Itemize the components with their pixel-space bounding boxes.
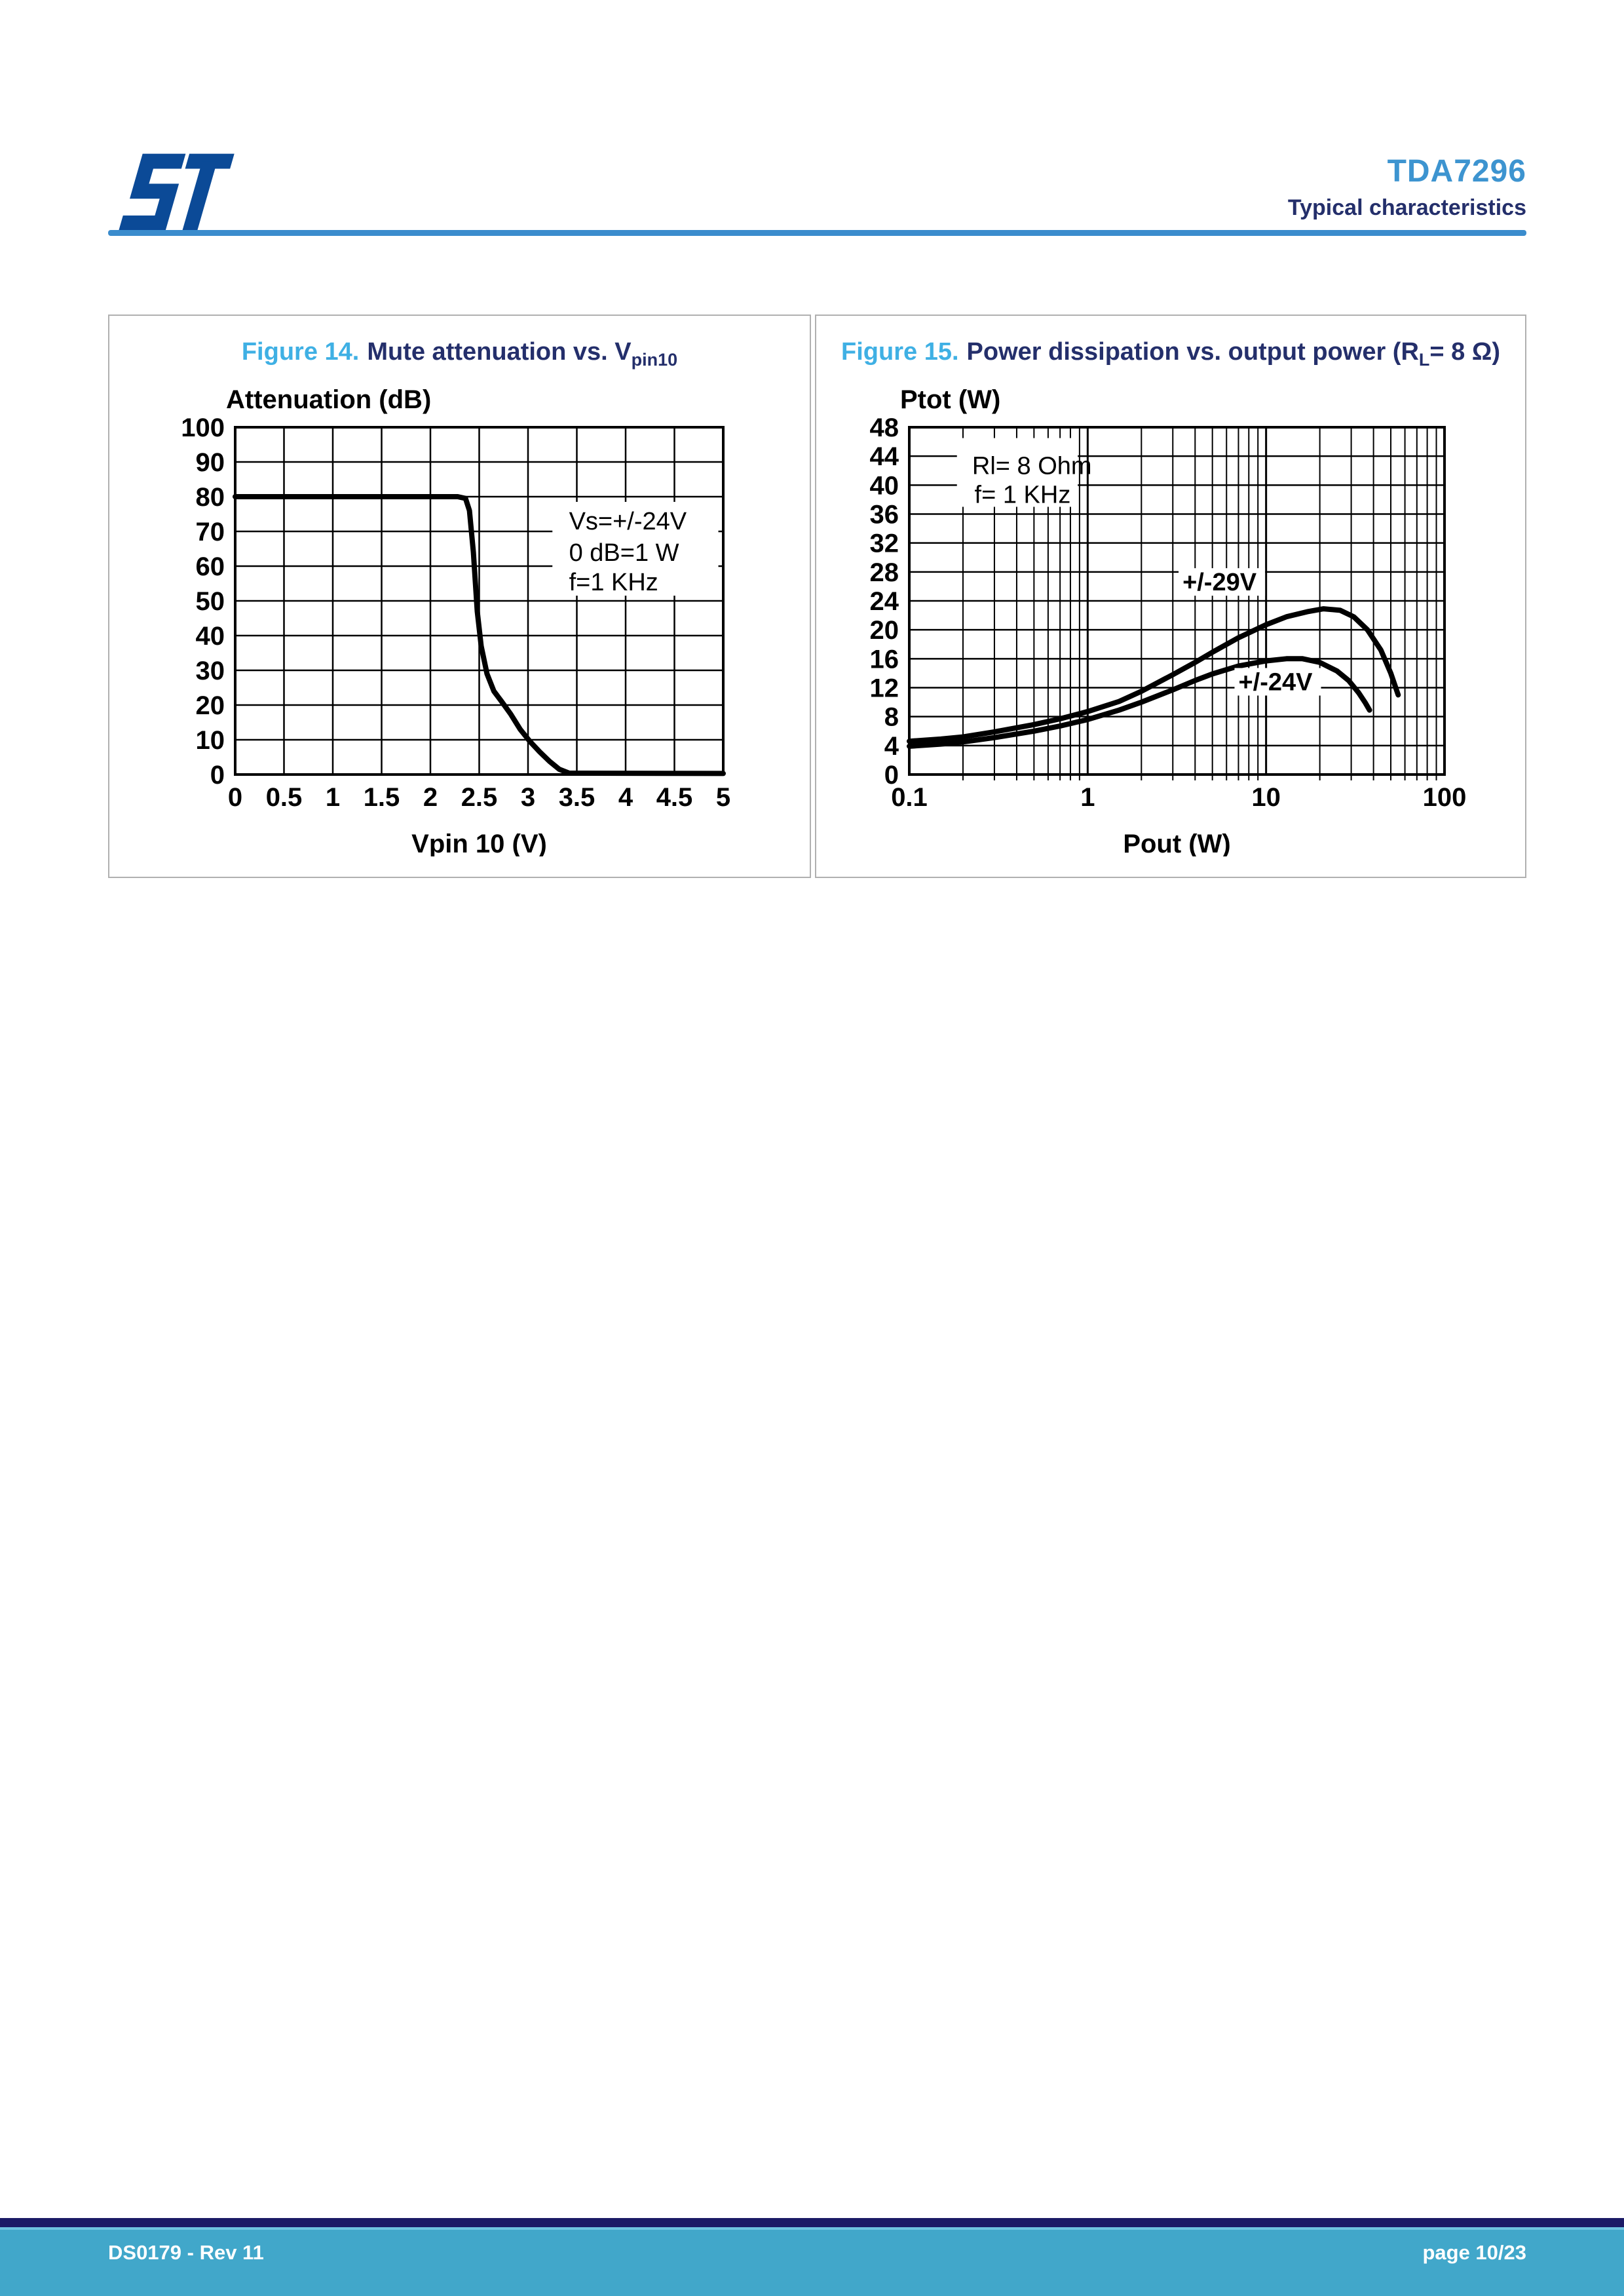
- svg-text:48: 48: [869, 413, 899, 442]
- figure-15-title: [816, 338, 1525, 370]
- figure-14-title: [109, 338, 810, 370]
- svg-text:0.1: 0.1: [891, 783, 928, 812]
- figure-15-title-sub: L: [1418, 350, 1430, 370]
- svg-text:10: 10: [1251, 783, 1281, 812]
- svg-text:16: 16: [869, 645, 899, 674]
- svg-text:0 dB=1 W: 0 dB=1 W: [569, 539, 679, 567]
- figure-15-title-rest: = 8 Ω): [1429, 338, 1500, 366]
- svg-text:+/-24V: +/-24V: [1238, 668, 1313, 697]
- figure-15-title-main: Power dissipation vs. output power (R: [966, 338, 1419, 366]
- svg-text:32: 32: [869, 529, 899, 558]
- svg-text:28: 28: [869, 558, 899, 587]
- svg-text:20: 20: [869, 616, 899, 645]
- section-title: Typical characteristics: [1287, 195, 1526, 220]
- svg-text:80: 80: [195, 483, 225, 512]
- svg-text:0: 0: [227, 783, 243, 812]
- figure-14-title-sub: pin10: [631, 350, 678, 370]
- header-rule: [108, 230, 1526, 236]
- svg-text:8: 8: [884, 702, 899, 732]
- svg-text:1.5: 1.5: [363, 783, 400, 812]
- svg-text:90: 90: [195, 448, 225, 477]
- svg-text:2: 2: [423, 783, 438, 812]
- svg-text:50: 50: [195, 587, 225, 616]
- svg-text:60: 60: [195, 552, 225, 581]
- page-number-text: page 10/23: [1422, 2241, 1526, 2264]
- svg-text:Attenuation (dB): Attenuation (dB): [226, 385, 432, 414]
- figure-14-label: Figure 14.: [241, 338, 360, 366]
- svg-text:3.5: 3.5: [558, 783, 595, 812]
- svg-text:3: 3: [520, 783, 536, 812]
- svg-text:24: 24: [869, 587, 899, 616]
- figure-14-title-main: Mute attenuation vs. V: [367, 338, 632, 366]
- svg-text:f=1 KHz: f=1 KHz: [569, 568, 658, 596]
- svg-text:Pout (W): Pout (W): [1123, 830, 1231, 856]
- svg-text:4: 4: [618, 783, 633, 812]
- svg-text:f= 1 KHz: f= 1 KHz: [974, 481, 1071, 509]
- doc-revision-text: DS0179 - Rev 11: [108, 2241, 264, 2264]
- mute-attenuation-chart: [117, 385, 805, 856]
- svg-text:1: 1: [1080, 783, 1095, 812]
- svg-text:36: 36: [869, 500, 899, 529]
- svg-text:+/-29V: +/-29V: [1182, 569, 1257, 597]
- svg-text:40: 40: [195, 622, 225, 651]
- svg-text:0.5: 0.5: [265, 783, 303, 812]
- svg-text:Ptot (W): Ptot (W): [900, 385, 1001, 414]
- svg-text:Vs=+/-24V: Vs=+/-24V: [569, 508, 687, 536]
- svg-text:70: 70: [195, 518, 225, 546]
- figures-row: [108, 315, 1526, 878]
- svg-text:Vpin 10 (V): Vpin 10 (V): [411, 830, 547, 856]
- svg-text:30: 30: [195, 657, 225, 685]
- svg-text:4.5: 4.5: [656, 783, 693, 812]
- svg-text:12: 12: [869, 674, 899, 703]
- figure-15-panel: [815, 315, 1526, 878]
- svg-text:40: 40: [869, 471, 899, 501]
- svg-text:44: 44: [869, 442, 899, 472]
- svg-text:2.5: 2.5: [461, 783, 498, 812]
- svg-text:100: 100: [1422, 783, 1467, 812]
- svg-text:20: 20: [195, 691, 225, 720]
- power-dissipation-chart: [824, 385, 1512, 856]
- svg-text:0: 0: [884, 761, 899, 790]
- figure-14-panel: [108, 315, 811, 878]
- svg-text:10: 10: [195, 726, 225, 755]
- figure-15-label: Figure 15.: [841, 338, 959, 366]
- footer-stripe: [0, 2218, 1624, 2227]
- product-title: TDA7296: [1387, 154, 1526, 189]
- svg-text:0: 0: [210, 761, 225, 790]
- svg-text:4: 4: [884, 731, 899, 761]
- svg-text:5: 5: [715, 783, 731, 812]
- svg-text:100: 100: [181, 413, 225, 442]
- svg-text:1: 1: [325, 783, 341, 812]
- svg-text:Rl= 8 Ohm: Rl= 8 Ohm: [972, 452, 1092, 480]
